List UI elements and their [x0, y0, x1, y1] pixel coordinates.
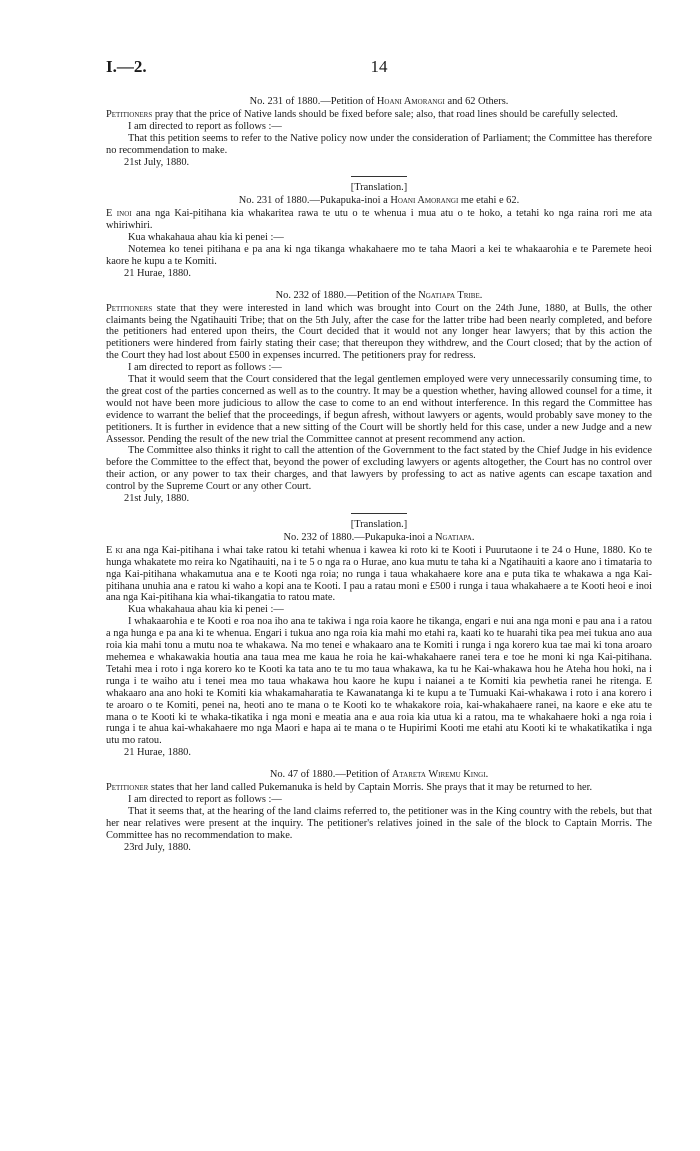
report-date: 21 Hurae, 1880.	[124, 747, 191, 759]
report-text: I whakaarohia e te Kooti e roa noa iho ana te takiwa i nga roia kaore he tikanga, engari e nui ana nga moni e pau ana i a ratou a nga hunga e pa ana ki te whenua. Engari i tukua ano nga roia kia mahi mo etahi ra, kaati ko te huarahi tika pea mei tukua ano aua roia kia mahi tonu a mutu noa te whakawa. Na mo tenei e whakaaro ana te Komiti i runga i nga korero kua tae mai ki tona aroaro mehemea e whakawakia houtia ana taua mea me kaua he roia he kai-whakahaere ranei tera e toe he moni ki nga Kai-pitihana. Tetahi mea i roto i nga korero ko te Kooti ka tata ano te tu mo taua whakawa, ka tu he Kai-whakawa hou he Ateha hou hoki, na i runga i te waiho atu i tenei mea mo taua whakawa hou kaore he kupu i naianei a te Komiti kia pewhetia ranei he ritenga. E whakaaro ana ano hoki te Komiti kia whakamaharatia te Kawanatanga ki te kupu a te Tumuaki Kai-whakawa i roto i ana korero i te aroaro o te Komiti, penei na, heoti ano te mana o te Kooti ko te whakakore roia, kai-whakahaere ranei, na kaore e eke atu te mana o te Kooti ki te whaka-tikatika i nga moni e meatia ana e aua roia kia utua ki a ratou, ma te whakahaere hoki a nga roia i runga i te ahua kai-whakahaere mo nga Maori e hapa ai te mana o te Hupirimi Kooti me etahi atu Kooti ki te whakatikatika i nga utu mo ratou.	[106, 616, 652, 747]
page-content	[106, 96, 652, 853]
report-date: 21st July, 1880.	[124, 493, 190, 505]
section-title: No. 231 of 1880.—Petition of Hoani Amorangi and 62 Others.	[249, 96, 509, 107]
report-text: Notemea ko tenei pitihana e pa ana ki nga tikanga whakahaere mo te taha Maori a kei te whakaarohia e te Paremete heoi kaore he kupu a te Komiti.	[106, 243, 652, 267]
section-title: No. 47 of 1880.—Petition of Atareta Wiremu Kingi.	[269, 769, 489, 781]
report-date: 21st July, 1880.	[124, 156, 190, 168]
document-reference: I.—2.	[106, 57, 147, 76]
petition-232-translation	[106, 519, 652, 759]
report-text-2: The Committee also thinks it right to call the attention of the Government to the fact stated by the Chief Judge in his evidence before the Committee to the effect that, beyond the power of excluding lawyers or agents altogether, the Court has no control over their action, or any power to tax their charges, and that lawyers by professing to act as native agents can escape taxation and control by the Supreme Court or any other Court.	[106, 445, 652, 493]
petition-summary: Petitioner states that her land called Pukemanuka is held by Captain Morris. She prays that it may be returned to her.	[106, 782, 593, 794]
report-intro: Kua whakahaua ahau kia ki penei :—	[128, 604, 284, 616]
section-title: No. 231 of 1880.—Pukapuka-inoi a Hoani Amorangi me etahi e 62.	[238, 195, 520, 207]
petition-summary: E ki ana nga Kai-pitihana i whai take ratou ki tetahi whenua i kawea ki roto ki te Kooti i Puurutaone i te 24 o Hune, 1880. Ko te hunga whakatete mo reira ko Ngatihauiti, na i te 5 o nga ra o Hurae, ano kua mutu te taha ki a Ngatihauiti a kaore ano i timataria to nga Kai-pitihana whakamutua ana e te Kooti nga roia; no runga i taua whakahaere kore ana e puta tika te whakawa a nga Kai-pitihana unuhia ana e ratou ki waho a kopi ana te Kooti. I pau a ratau moni e £500 i runga i taua whakahaere a te Kooti heoi e inoi ana nga Kai-pitihana kia whai-tikangatia to ratou mate.	[106, 544, 652, 604]
section-title: No. 232 of 1880.—Petition of the Ngatiapa Tribe.	[275, 289, 483, 301]
report-date: 21 Hurae, 1880.	[124, 267, 191, 279]
report-intro: I am directed to report as follows :—	[128, 793, 282, 805]
report-intro: Kua whakahaua ahau kia ki penei :—	[128, 232, 284, 244]
petition-232-english	[106, 290, 652, 505]
section-divider	[351, 176, 407, 177]
report-date: 23rd July, 1880.	[124, 841, 191, 853]
report-text: That it would seem that the Court considered that the legal gentlemen employed were very unnecessarily consuming time, to the great cost of the parties concerned as well as to the country. It may be a question whether, having allowed counsel for a time, it would not have been more judicious to allow the case to come to an end without interference. In this regard the Committee has evidence to warrant the belief that the proceedings, if begun afresh, without lawyers or agents, would probably save money to the petitioners. It is further in evidence that a new sitting of the Court will be shortly held for this case, under a new Judge and a new Assessor. Pending the result of the new trial the Committee cannot at present recommend any action.	[106, 374, 652, 445]
petition-231-english	[106, 96, 652, 168]
petition-summary: Petitioners pray that the price of Native lands should be fixed before sale; also, that road lines should be carefully selected.	[106, 108, 618, 120]
report-intro: I am directed to report as follows :—	[128, 120, 282, 132]
petition-231-translation	[106, 182, 652, 279]
report-text: That it seems that, at the hearing of the land claims referred to, the petitioner was in the King country with the rebels, but that her near relatives were present at the inquiry. The petitioner's relatives joined in the sale of the block to Captain Morris. The Committee has no recommendation to make.	[106, 805, 652, 841]
report-intro: I am directed to report as follows :—	[128, 362, 282, 374]
petition-47-english	[106, 769, 652, 853]
section-title: No. 232 of 1880.—Pukapuka-inoi a Ngatiapa.	[283, 531, 475, 543]
translation-label: [Translation.]	[350, 182, 408, 194]
page-header	[106, 57, 652, 79]
report-text: That this petition seems to refer to the Native policy now under the consideration of Parliament; the Committee has therefore no recommendation to make.	[106, 132, 652, 156]
petition-summary: Petitioners state that they were interested in land which was brought into Court on the 24th June, 1880, at Bulls, the other claimants being the Ngatihauiti Tribe; that on the 5th July, after the case for the latter tribe had been nearly completed, and before the petitioners had entered upon theirs, the Court decided that it would not any longer hear lawyers; that by this action the petitioners were hindered from fairly stating their case; that thereupon they withdrew, and the Court closed; that by the action of the Court they had lost about £500 in expenses incurred. The petitioners pray for redress.	[106, 302, 652, 362]
petition-summary: E inoi ana nga Kai-pitihana kia whakaritea rawa te utu o te whenua i mua atu o te hoko, a tetahi ko nga raina rori me ata whiriwhiri.	[106, 208, 652, 232]
translation-label: [Translation.]	[350, 519, 408, 530]
page-number: 14	[370, 57, 388, 76]
section-divider	[351, 513, 407, 514]
